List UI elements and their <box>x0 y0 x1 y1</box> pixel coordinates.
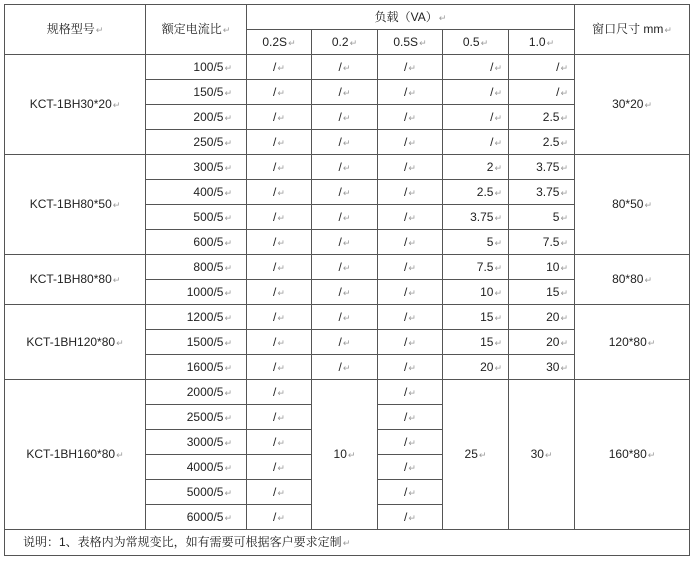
load-value-cell: /↵ <box>247 355 312 380</box>
ratio-cell: 300/5↵ <box>146 155 247 180</box>
load-value-cell: /↵ <box>247 255 312 280</box>
table-row <box>5 155 690 180</box>
load-value-cell: /↵ <box>378 280 443 305</box>
load-value-cell: /↵ <box>378 180 443 205</box>
window-cell: 80*50↵ <box>575 155 690 255</box>
load-value-cell: /↵ <box>312 55 378 80</box>
load-value-cell: /↵ <box>247 180 312 205</box>
header-class-cell: 0.2↵ <box>312 30 378 55</box>
load-value-cell: /↵ <box>378 505 443 530</box>
load-value-cell: /↵ <box>509 55 575 80</box>
load-value-cell: 10↵ <box>443 280 509 305</box>
load-value-cell: /↵ <box>247 130 312 155</box>
header-window-cell: 窗口尺寸 mm↵ <box>575 5 690 55</box>
load-value-cell: /↵ <box>312 280 378 305</box>
ratio-cell: 2000/5↵ <box>146 380 247 405</box>
ratio-cell: 100/5↵ <box>146 55 247 80</box>
ratio-cell: 6000/5↵ <box>146 505 247 530</box>
load-value-cell: 2.5↵ <box>509 130 575 155</box>
load-value-cell: 3.75↵ <box>443 205 509 230</box>
load-value-cell: 5↵ <box>509 205 575 230</box>
load-value-cell: /↵ <box>247 55 312 80</box>
load-value-cell: /↵ <box>312 205 378 230</box>
load-value-cell: 3.75↵ <box>509 180 575 205</box>
window-cell: 160*80↵ <box>575 380 690 530</box>
load-value-cell: 15↵ <box>509 280 575 305</box>
load-value-cell: 20↵ <box>509 305 575 330</box>
load-value-cell: 5↵ <box>443 230 509 255</box>
load-value-cell: /↵ <box>312 155 378 180</box>
note-cell: 说明：1、表格内为常规变比，如有需要可根据客户要求定制↵ <box>5 530 690 556</box>
load-value-cell: /↵ <box>247 305 312 330</box>
load-value-cell: 2.5↵ <box>509 105 575 130</box>
load-value-cell: /↵ <box>247 105 312 130</box>
load-value-merged-cell: 30↵ <box>509 380 575 530</box>
load-value-cell: /↵ <box>247 330 312 355</box>
header-class-cell: 1.0↵ <box>509 30 575 55</box>
ratio-cell: 1600/5↵ <box>146 355 247 380</box>
load-value-cell: 15↵ <box>443 330 509 355</box>
header-load-cell: 负载（VA）↵ <box>247 5 575 30</box>
load-value-cell: /↵ <box>378 230 443 255</box>
table-row <box>5 255 690 280</box>
load-value-cell: /↵ <box>509 80 575 105</box>
ratio-cell: 2500/5↵ <box>146 405 247 430</box>
load-value-cell: /↵ <box>312 305 378 330</box>
ratio-cell: 500/5↵ <box>146 205 247 230</box>
load-value-cell: /↵ <box>378 380 443 405</box>
load-value-cell: 20↵ <box>443 355 509 380</box>
load-value-cell: /↵ <box>247 455 312 480</box>
load-value-cell: /↵ <box>312 330 378 355</box>
ratio-cell: 1000/5↵ <box>146 280 247 305</box>
model-cell: KCT-1BH30*20↵ <box>5 55 146 155</box>
ratio-cell: 600/5↵ <box>146 230 247 255</box>
load-value-cell: /↵ <box>378 430 443 455</box>
load-value-cell: /↵ <box>378 105 443 130</box>
load-value-cell: 15↵ <box>443 305 509 330</box>
load-value-cell: /↵ <box>443 130 509 155</box>
ratio-cell: 800/5↵ <box>146 255 247 280</box>
ratio-cell: 200/5↵ <box>146 105 247 130</box>
load-value-cell: /↵ <box>247 405 312 430</box>
load-value-cell: 10↵ <box>509 255 575 280</box>
load-value-cell: /↵ <box>378 330 443 355</box>
load-value-cell: /↵ <box>443 80 509 105</box>
load-value-cell: 2.5↵ <box>443 180 509 205</box>
header-class-cell: 0.5↵ <box>443 30 509 55</box>
table-row <box>5 55 690 80</box>
model-cell: KCT-1BH120*80↵ <box>5 305 146 380</box>
load-value-merged-cell: 10↵ <box>312 380 378 530</box>
load-value-cell: /↵ <box>247 380 312 405</box>
load-value-cell: /↵ <box>312 230 378 255</box>
ratio-cell: 3000/5↵ <box>146 430 247 455</box>
model-cell: KCT-1BH80*80↵ <box>5 255 146 305</box>
ratio-cell: 5000/5↵ <box>146 480 247 505</box>
load-value-cell: /↵ <box>378 55 443 80</box>
load-value-cell: /↵ <box>378 130 443 155</box>
load-value-cell: /↵ <box>378 355 443 380</box>
load-value-cell: /↵ <box>378 305 443 330</box>
model-cell: KCT-1BH80*50↵ <box>5 155 146 255</box>
load-value-cell: /↵ <box>378 405 443 430</box>
load-value-cell: /↵ <box>378 205 443 230</box>
load-value-cell: /↵ <box>312 255 378 280</box>
ratio-cell: 150/5↵ <box>146 80 247 105</box>
ratio-cell: 4000/5↵ <box>146 455 247 480</box>
load-value-cell: /↵ <box>312 80 378 105</box>
load-value-cell: 7.5↵ <box>443 255 509 280</box>
load-value-cell: /↵ <box>378 155 443 180</box>
ratio-cell: 250/5↵ <box>146 130 247 155</box>
window-cell: 30*20↵ <box>575 55 690 155</box>
load-value-cell: /↵ <box>247 80 312 105</box>
spec-table <box>4 4 690 556</box>
header-model-cell: 规格型号↵ <box>5 5 146 55</box>
header-row-1 <box>5 5 690 30</box>
load-value-cell: /↵ <box>378 480 443 505</box>
load-value-cell: 2↵ <box>443 155 509 180</box>
load-value-cell: /↵ <box>443 105 509 130</box>
load-value-cell: 30↵ <box>509 355 575 380</box>
load-value-cell: /↵ <box>378 455 443 480</box>
load-value-cell: 3.75↵ <box>509 155 575 180</box>
model-cell: KCT-1BH160*80↵ <box>5 380 146 530</box>
window-cell: 80*80↵ <box>575 255 690 305</box>
load-value-cell: /↵ <box>247 155 312 180</box>
window-cell: 120*80↵ <box>575 305 690 380</box>
header-class-cell: 0.5S↵ <box>378 30 443 55</box>
load-value-cell: /↵ <box>247 205 312 230</box>
ratio-cell: 1200/5↵ <box>146 305 247 330</box>
load-value-cell: /↵ <box>312 180 378 205</box>
load-value-cell: /↵ <box>247 230 312 255</box>
header-class-cell: 0.2S↵ <box>247 30 312 55</box>
load-value-cell: /↵ <box>443 55 509 80</box>
load-value-merged-cell: 25↵ <box>443 380 509 530</box>
load-value-cell: /↵ <box>312 105 378 130</box>
table-row <box>5 305 690 330</box>
load-value-cell: 7.5↵ <box>509 230 575 255</box>
load-value-cell: /↵ <box>312 130 378 155</box>
load-value-cell: 20↵ <box>509 330 575 355</box>
load-value-cell: /↵ <box>247 280 312 305</box>
load-value-cell: /↵ <box>247 480 312 505</box>
ratio-cell: 400/5↵ <box>146 180 247 205</box>
load-value-cell: /↵ <box>247 430 312 455</box>
load-value-cell: /↵ <box>378 80 443 105</box>
ratio-cell: 1500/5↵ <box>146 330 247 355</box>
table-row <box>5 380 690 405</box>
load-value-cell: /↵ <box>312 355 378 380</box>
load-value-cell: /↵ <box>378 255 443 280</box>
note-row <box>5 530 690 556</box>
load-value-cell: /↵ <box>247 505 312 530</box>
header-ratio-cell: 额定电流比↵ <box>146 5 247 55</box>
